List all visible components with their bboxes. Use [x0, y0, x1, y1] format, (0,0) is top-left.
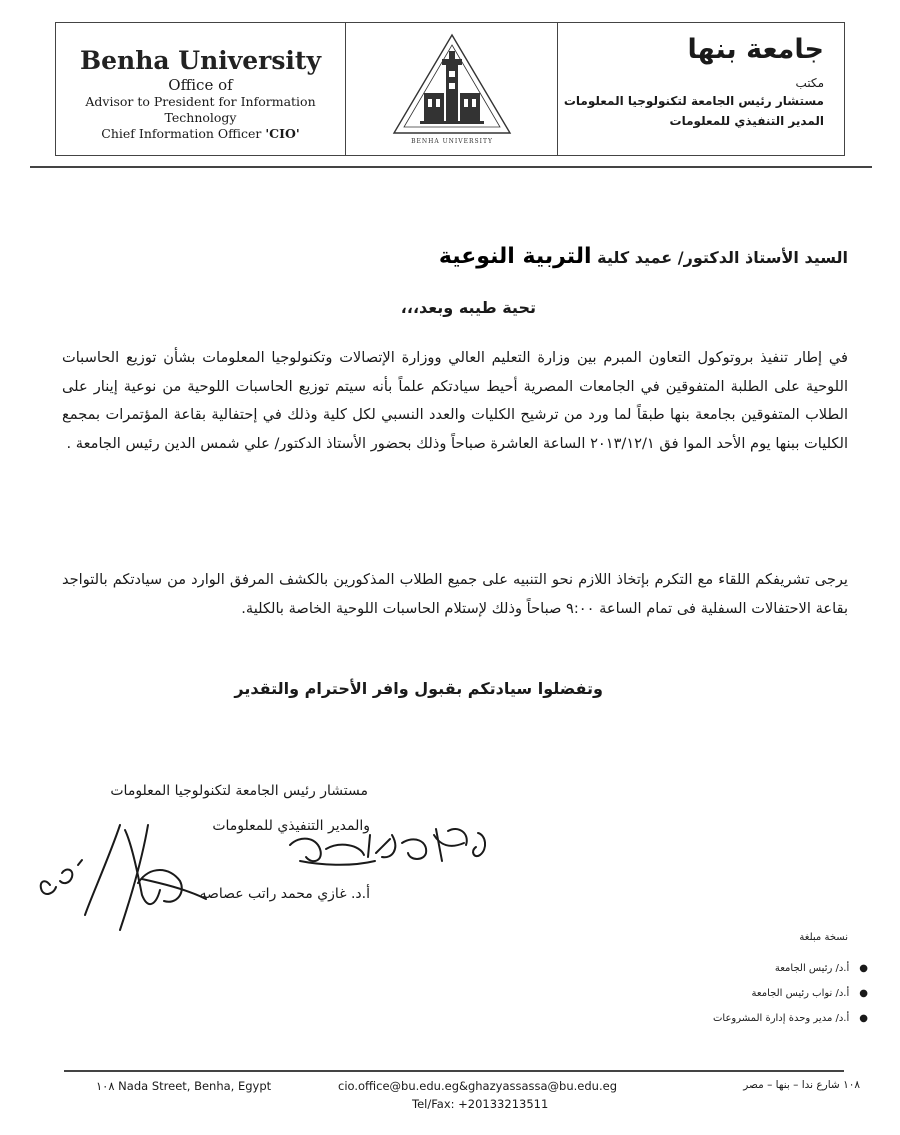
cio-title-en [56, 126, 345, 142]
cio-title-ar: المدير التنفيذي للمعلومات [669, 114, 824, 128]
copy-recipient: أ.د/ نواب رئيس الجامعة [751, 988, 850, 999]
footer-divider [64, 1070, 844, 1072]
university-name-ar: جامعة بنها [687, 34, 824, 65]
signatory-title-2: والمدير التنفيذي للمعلومات [212, 818, 370, 834]
university-name-en: Benha University [79, 46, 321, 75]
addressee-faculty: التربية النوعية [438, 244, 592, 269]
list-item [608, 981, 868, 1006]
handwritten-signature [30, 805, 500, 935]
addressee-prefix: السيد الأستاذ الدكتور/ عميد كلية [591, 248, 848, 267]
advisor-title-en: Advisor to President for Information [85, 94, 316, 109]
bullet-icon: ● [859, 988, 868, 999]
list-item [608, 956, 868, 981]
letterhead-english [56, 23, 346, 155]
university-emblem-icon [346, 23, 558, 155]
list-item [608, 1006, 868, 1031]
cio-prefix: Chief Information Officer [101, 126, 266, 141]
header-divider [30, 166, 872, 168]
body-paragraph-1: في إطار تنفيذ بروتوكول التعاون المبرم بين وزارة التعليم العالي ووزارة الإتصالات وتكنولوجيا المعلومات بشأن توزيع الحاسبات اللوحية على الطلبة المتفوقين في الجامعات المصرية أحيط سيادتكم علماً بأنه سيتم توزيع الحاسبات اللوحية من نوعية إينار على الطلاب المتفوقين بجامعة بنها طبقاً لما ورد من ترشيح الكليات والعدد النسبي لكل كلية وذلك في إحتفالية بقاعة المؤتمرات بمجمع الكليات ببنها يوم الأحد الموا فق ٢٠١٣/١٢/١ الساعة العاشرة صباحاً وذلك بحضور الأستاذ الدكتور/ علي شمس الدين رئيس الجامعة . [62, 349, 848, 453]
technology-label-en: Technology [164, 110, 237, 125]
signatory-name: أ.د. غازي محمد راتب عصاصه [199, 886, 370, 902]
footer-tel: Tel/Fax: +20133213511 [412, 1097, 549, 1111]
cio-code: 'CIO' [265, 126, 300, 141]
body-paragraph-2: يرجى تشريفكم اللقاء مع التكرم بإتخاذ اللازم نحو التنبيه على جميع الطلاب المذكورين بالكشف المرفق الوارد من سيادتكم بالتواجد بقاعة الاحتفالات السفلية فى تمام الساعة ٩:٠٠ صباحاً وذلك لإستلام الحاسبات اللوحية الخاصة بالكلية. [62, 571, 848, 617]
office-label-ar: مكتب [795, 76, 824, 90]
university-logo [346, 23, 558, 155]
closing-line: وتفضلوا سيادتكم بقبول وافر الأحترام والتقدير [234, 679, 603, 698]
office-label-en: Office of [168, 76, 233, 94]
letterhead-arabic [558, 23, 844, 155]
signatory-title-1: مستشار رئيس الجامعة لتكنولوجيا المعلومات [110, 783, 368, 799]
copy-recipient: أ.د/ مدير وحدة إدارة المشروعات [712, 1013, 850, 1024]
footer-address-en: ١٠٨ Nada Street, Benha, Egypt [96, 1079, 272, 1093]
bullet-icon: ● [859, 963, 868, 974]
copies-title: نسخة مبلغة [799, 932, 848, 943]
addressee-line [439, 244, 848, 269]
copies-list [608, 956, 868, 1031]
footer-address-ar: ١٠٨ شارع ندا – بنها – مصر [743, 1079, 860, 1091]
copy-recipient: أ.د/ رئيس الجامعة [774, 963, 850, 974]
bullet-icon: ● [859, 1013, 868, 1024]
greeting: تحية طيبه وبعد،،، [400, 298, 536, 317]
logo-text: BENHA UNIVERSITY [411, 138, 493, 145]
footer-emails: cio.office@bu.edu.eg&ghazyassassa@bu.edu.eg [338, 1079, 617, 1093]
advisor-title-ar: مستشار رئيس الجامعة لتكنولوجيا المعلومات [563, 94, 824, 108]
